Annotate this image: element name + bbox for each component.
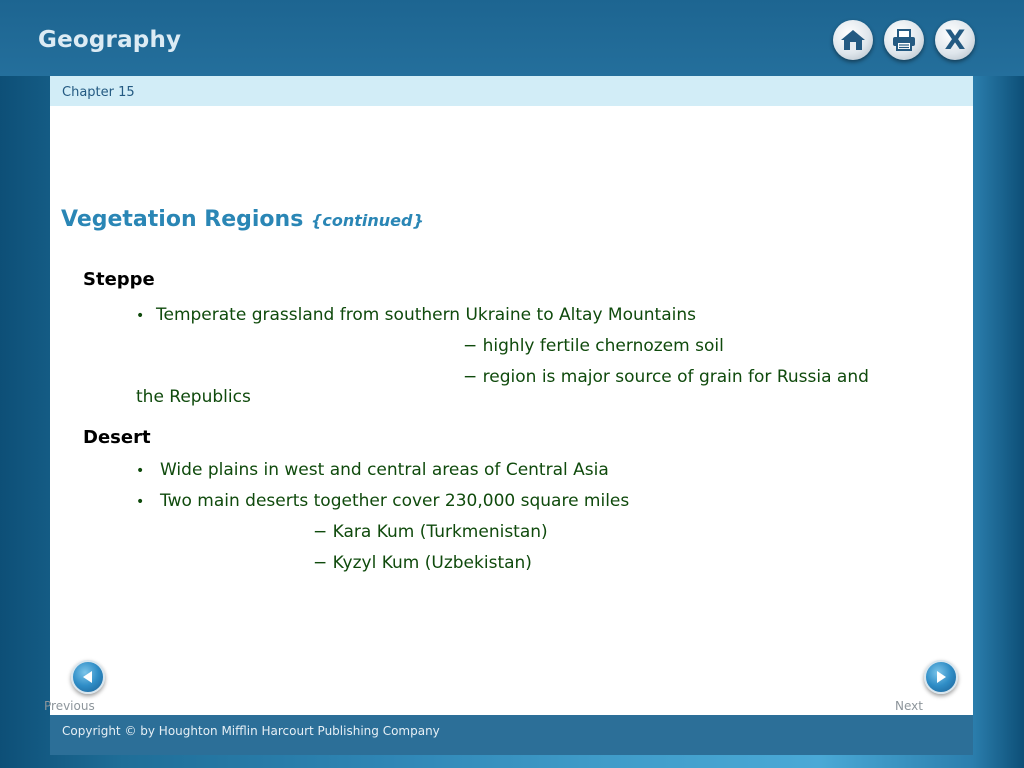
footer-bar (50, 715, 973, 755)
next-label: Next (895, 699, 923, 713)
section-heading-desert: Desert (83, 427, 151, 448)
arrow-left-icon (80, 669, 96, 685)
desert-line-1: Wide plains in west and central areas of Central Asia (160, 460, 609, 480)
chapter-bar (50, 76, 973, 106)
print-icon (891, 28, 917, 52)
home-button[interactable] (833, 20, 873, 60)
copyright-text: Copyright © by Houghton Mifflin Harcourt Publishing Company (62, 724, 440, 738)
desert-line-2: Two main deserts together cover 230,000 square miles (160, 491, 630, 511)
content-panel (50, 76, 973, 715)
previous-label: Previous (44, 699, 95, 713)
steppe-line-2: − highly fertile chernozem soil (463, 336, 724, 356)
bullet-icon: • (136, 463, 145, 479)
next-button[interactable] (924, 660, 958, 694)
app-title: Geography (38, 27, 182, 53)
slide-heading-text: Vegetation Regions (61, 207, 304, 232)
print-button[interactable] (884, 20, 924, 60)
steppe-line-1: Temperate grassland from southern Ukraine to Altay Mountains (156, 305, 696, 325)
desert-line-3: − Kara Kum (Turkmenistan) (313, 522, 548, 542)
close-button[interactable] (935, 20, 975, 60)
slide-heading (61, 207, 424, 232)
steppe-line-4: the Republics (136, 387, 251, 407)
previous-button[interactable] (71, 660, 105, 694)
arrow-right-icon (933, 669, 949, 685)
home-icon (840, 28, 866, 52)
close-icon: X (944, 24, 966, 56)
bullet-icon: • (136, 308, 145, 324)
desert-line-4: − Kyzyl Kum (Uzbekistan) (313, 553, 532, 573)
section-heading-steppe: Steppe (83, 269, 155, 290)
steppe-line-3: − region is major source of grain for Russia and (463, 367, 869, 387)
slide-heading-suffix: {continued} (310, 211, 424, 230)
chapter-label: Chapter 15 (62, 85, 135, 100)
bullet-icon: • (136, 494, 145, 510)
